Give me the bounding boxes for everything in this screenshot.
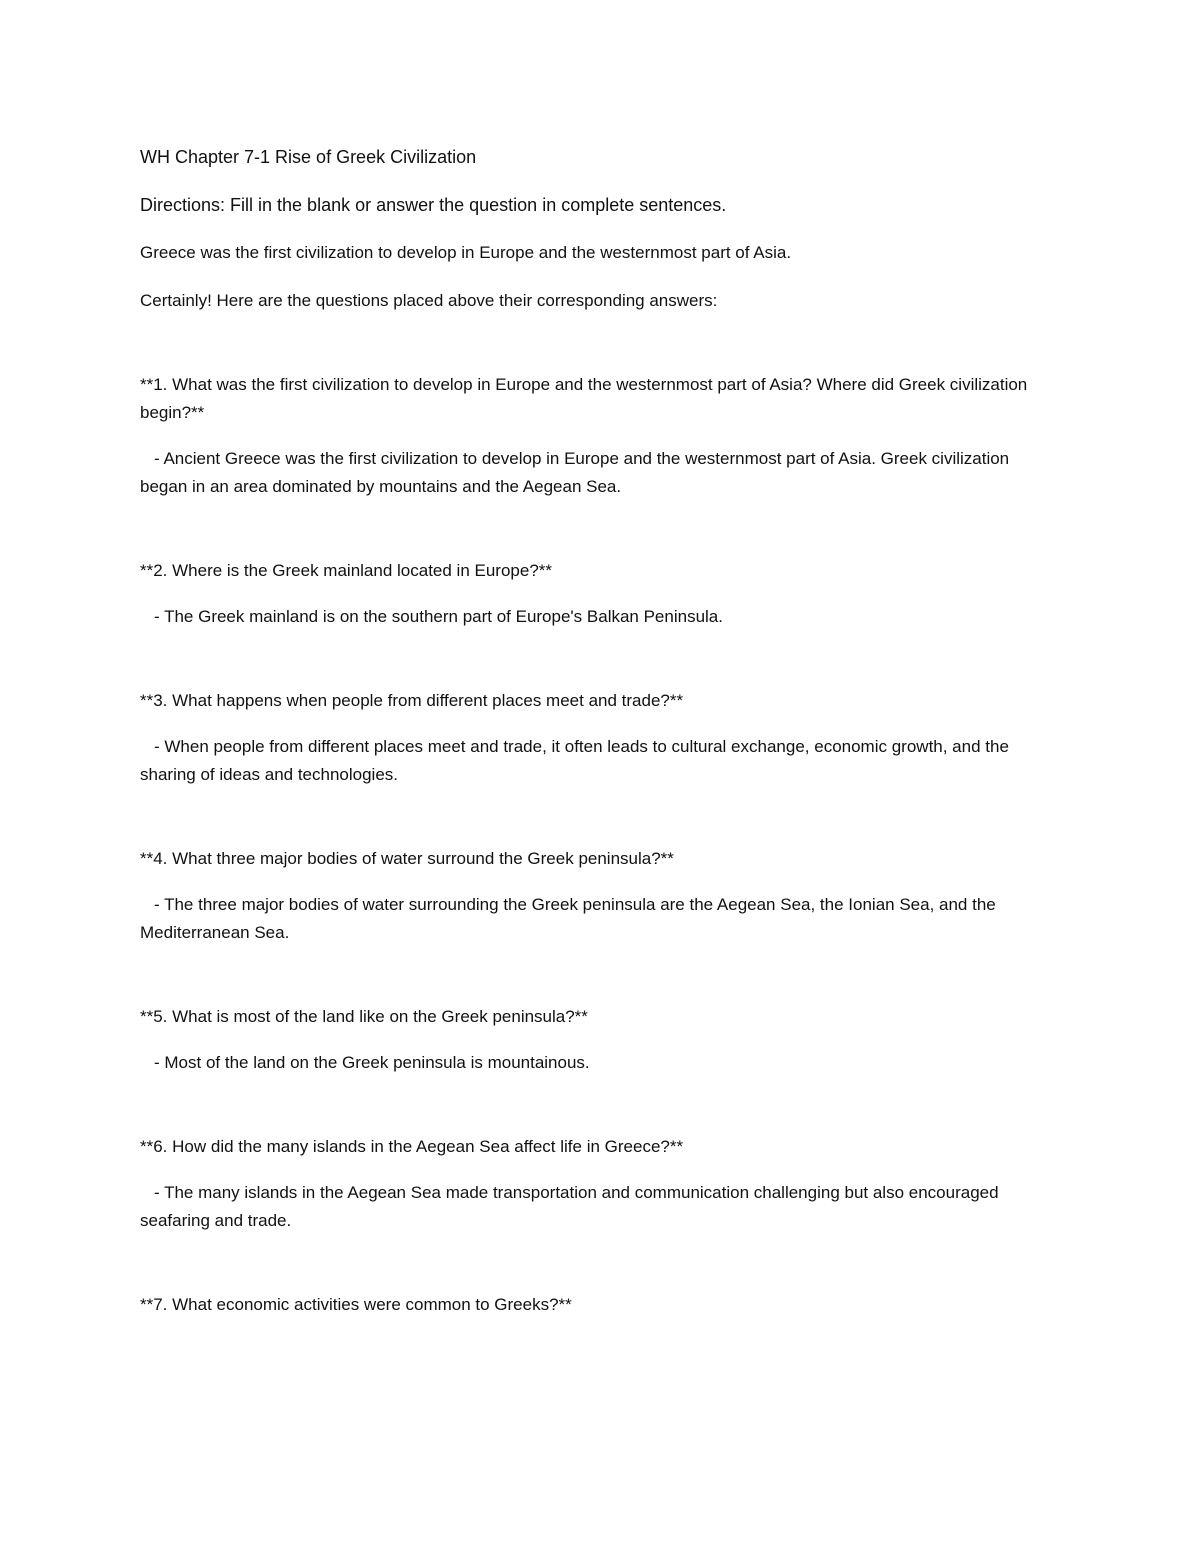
qa-item-2: [140, 557, 1060, 631]
qa-item-1: [140, 371, 1060, 501]
question-4: **4. What three major bodies of water surround the Greek peninsula?**: [140, 849, 674, 868]
qa-item-7: [140, 1291, 1060, 1319]
question-3: **3. What happens when people from different places meet and trade?**: [140, 691, 684, 710]
question-2: **2. Where is the Greek mainland located in Europe?**: [140, 561, 553, 580]
qa-item-5: [140, 1003, 1060, 1077]
qa-item-4: [140, 845, 1060, 947]
document-body: [140, 143, 1060, 1375]
answer-4: - The three major bodies of water surrounding the Greek peninsula are the Aegean Sea, the Ionian Sea, and the Mediterranean Sea.: [140, 895, 996, 942]
question-7: **7. What economic activities were common to Greeks?**: [140, 1295, 572, 1314]
answer-1: - Ancient Greece was the first civilization to develop in Europe and the westernmost part of Asia. Greek civilization began in an area dominated by mountains and the Aegean Sea.: [140, 449, 1010, 496]
document-title: WH Chapter 7-1 Rise of Greek Civilization: [140, 147, 477, 167]
question-1: **1. What was the first civilization to develop in Europe and the westernmost part of Asia? Where did Greek civilization begin?**: [140, 375, 1028, 422]
answer-3: - When people from different places meet and trade, it often leads to cultural exchange, economic growth, and the sharing of ideas and technologies.: [140, 737, 1009, 784]
answer-6: - The many islands in the Aegean Sea made transportation and communication challenging but also encouraged seafaring and trade.: [140, 1183, 999, 1230]
answer-2: - The Greek mainland is on the southern part of Europe's Balkan Peninsula.: [154, 607, 723, 626]
question-5: **5. What is most of the land like on the Greek peninsula?**: [140, 1007, 588, 1026]
qa-item-3: [140, 687, 1060, 789]
qa-item-6: [140, 1133, 1060, 1235]
answer-5: - Most of the land on the Greek peninsula is mountainous.: [154, 1053, 590, 1072]
lead-text: Certainly! Here are the questions placed above their corresponding answers:: [140, 291, 718, 310]
question-6: **6. How did the many islands in the Aegean Sea affect life in Greece?**: [140, 1137, 684, 1156]
directions-text: Directions: Fill in the blank or answer the question in complete sentences.: [140, 195, 727, 215]
intro-text: Greece was the first civilization to develop in Europe and the westernmost part of Asia.: [140, 243, 792, 262]
